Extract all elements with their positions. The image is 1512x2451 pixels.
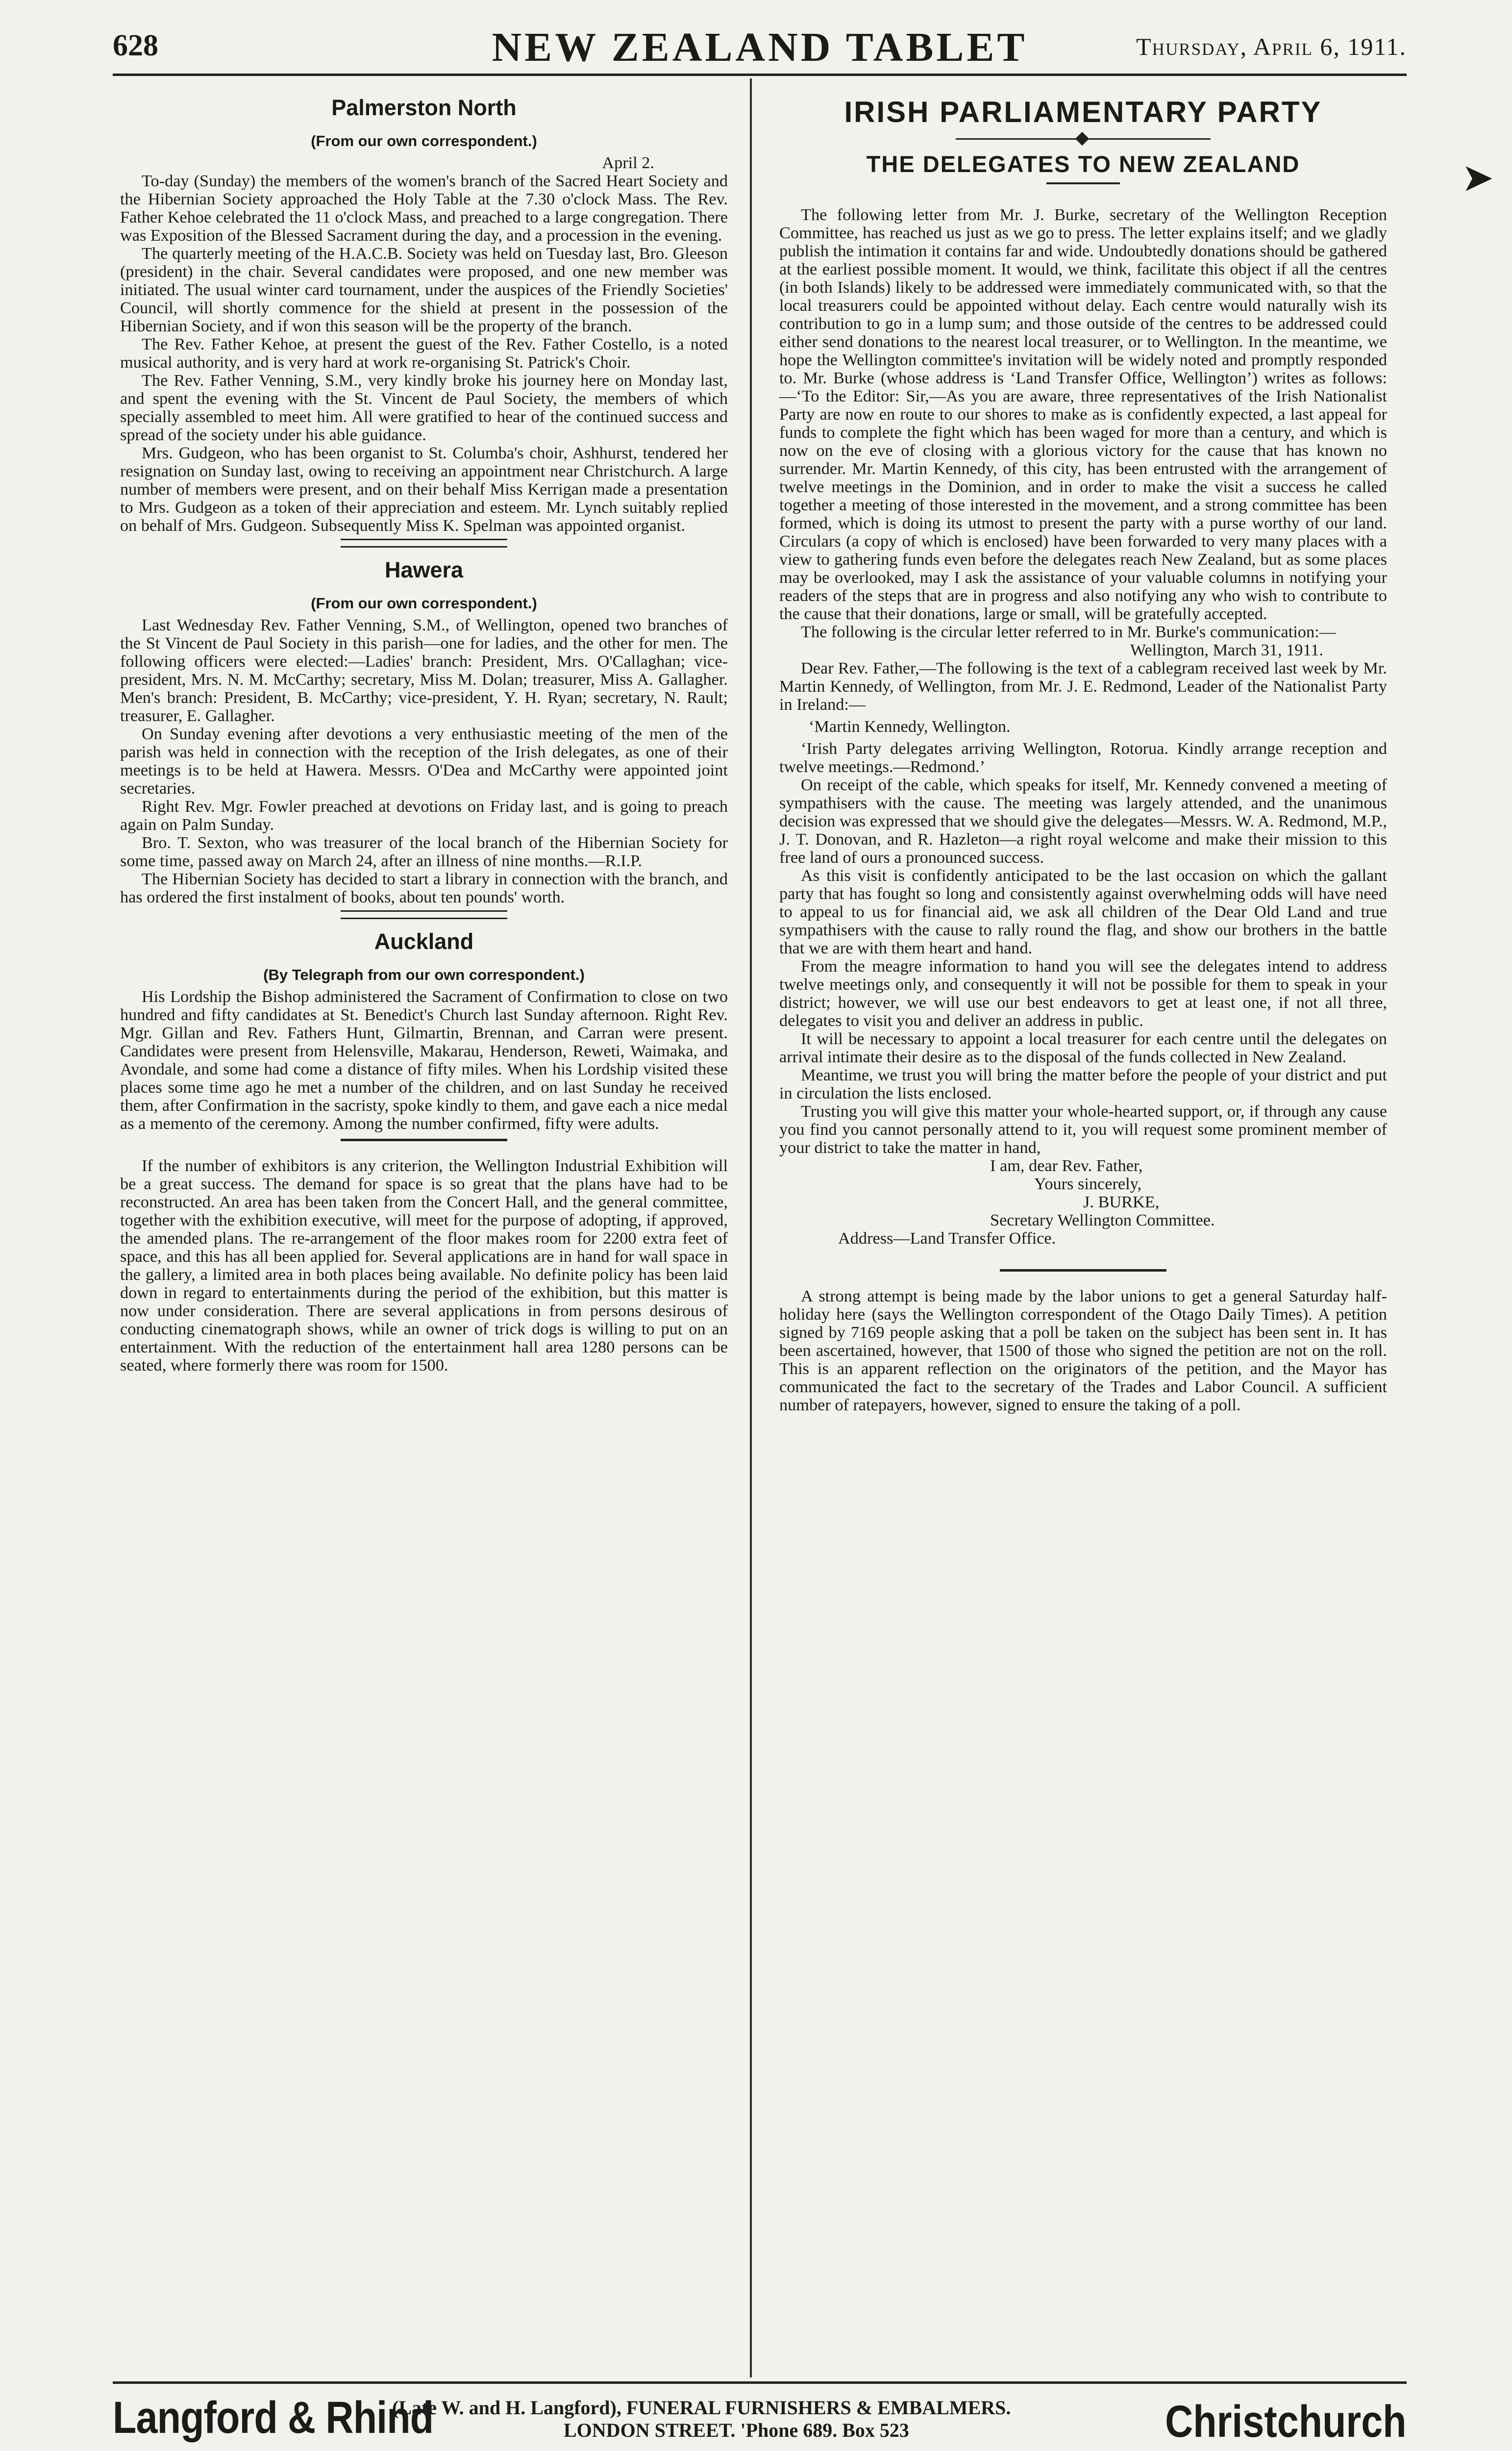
paragraph: The Rev. Father Venning, S.M., very kindly broke his journey here on Monday last, and spent the evening with the St. Vincent de Paul Society, the members of which specially assembled to meet him. All were gratified to hear of the continued success and spread of the society under his able guidance. bbox=[120, 371, 728, 444]
paragraph: His Lordship the Bishop administered the Sacrament of Confirmation to close on two hundred and fifty candidates at St. Benedict's Church last Sunday afternoon. Right Rev. Mgr. Gillan and Rev. Fathers Hunt, Gilmartin, Brennan, and Carran were present. Candidates were present from Helensville, Makarau, Henderson, Reweti, Waimaka, and Avondale, and some had come a distance of fifty miles. When his Lordship visited these places some time ago he met a number of the children, and on last Sunday he received them, after Confirmation in the sacristy, spoke kindly to them, and gave each a nice medal as a memento of the ceremony. Among the number confirmed, fifty were adults. bbox=[120, 987, 728, 1133]
diamond-ornament bbox=[1075, 132, 1089, 146]
masthead-rule bbox=[113, 74, 1407, 76]
paragraph: The quarterly meeting of the H.A.C.B. Society was held on Tuesday last, Bro. Gleeson (president) in the chair. Several candidates were proposed, and one new member was initiated. The usual winter card tournament, under the auspices of the Friendly Societies' Council, will shortly commence for the shield at present in the possession of the Hibernian Society, and if won this season will be the property of the branch. bbox=[120, 244, 728, 335]
ad-line: (Late W. and H. Langford), FUNERAL FURNISHERS & EMBALMERS. bbox=[392, 2397, 1011, 2419]
section-separator bbox=[1000, 1269, 1166, 1272]
paragraph: A strong attempt is being made by the labor unions to get a general Saturday half-holiday here (says the Wellington correspondent of the Otago Daily Times). A petition signed by 7169 people asking that a poll be taken on the subject has been sent in. It has been ascertained, however, that 1500 of those who signed the petition are not on the roll. This is an apparent reflection on the originators of the petition, and the Mayor has communicated the fact to the secretary of the Trades and Labor Council. A sufficient number of ratepayers, however, signed to ensure the taking of a poll. bbox=[779, 1287, 1387, 1414]
paragraph: The Rev. Father Kehoe, at present the guest of the Rev. Father Costello, is a noted musical authority, and is very hard at work re-organising St. Patrick's Choir. bbox=[120, 335, 728, 372]
ad-firm-name: Langford & Rhind bbox=[113, 2393, 434, 2443]
page-number: 628 bbox=[113, 29, 158, 62]
article-heading: Auckland bbox=[374, 929, 474, 954]
margin-mark: ➤ bbox=[1463, 158, 1493, 198]
paragraph: As this visit is confidently anticipated to be the last occasion on which the gallant party that has fought so long and consistently against overwhelming odds will have need to appeal to us for financial aid, we ask all children of the Dear Old Land and true sympathisers with the cause to rally round the flag, and show our brothers in the battle that we are with them heart and hand. bbox=[779, 866, 1387, 957]
address-line: Address—Land Transfer Office. bbox=[838, 1229, 1056, 1248]
irish-party-article bbox=[779, 95, 1387, 1248]
article-subheading: THE DELEGATES TO NEW ZEALAND bbox=[866, 151, 1300, 177]
ad-rule bbox=[113, 2381, 1407, 2384]
signoff-line: I am, dear Rev. Father, bbox=[990, 1156, 1143, 1175]
signature-name: J. BURKE, bbox=[1083, 1193, 1160, 1211]
paragraph: Last Wednesday Rev. Father Venning, S.M., of Wellington, opened two branches of the St Vincent de Paul Society in this parish—one for ladies, and the other for men. The following officers were elected:—Ladies' branch: President, Mrs. O'Callaghan; vice-president, Mrs. N. M. McCarthy; secretary, Miss M. Dolan; treasurer, Miss A. Gallagher. Men's branch: President, B. McCarthy; vice-president, Y. H. Ryan; secretary, N. Rault; treasurer, E. Gallagher. bbox=[120, 616, 728, 725]
cable-address: ‘Martin Kennedy, Wellington. bbox=[809, 717, 1011, 736]
paragraph: From the meagre information to hand you will see the delegates intend to address twelve meetings only, and consequently it will not be possible for them to speak in your district; however, we will use our best endeavors to get at least one, if not all three, delegates to visit you and deliver an address in public. bbox=[779, 957, 1387, 1030]
auckland-article bbox=[120, 929, 728, 1133]
paragraph: On receipt of the cable, which speaks for itself, Mr. Kennedy convened a meeting of sympathisers with the cause. The meeting was largely attended, and the unanimous decision was expressed that we should give the delegates—Messrs. W. A. Redmond, M.P., J. T. Donovan, and R. Hazleton—a right royal welcome and make their mission to this free land of ours a pronounced success. bbox=[779, 775, 1387, 867]
signoff-line: Yours sincerely, bbox=[1034, 1175, 1142, 1193]
hawera-article bbox=[120, 557, 728, 906]
article-heading: Palmerston North bbox=[331, 95, 517, 120]
signature-title: Secretary Wellington Committee. bbox=[990, 1211, 1215, 1229]
ad-city: Christchurch bbox=[1165, 2397, 1407, 2447]
paragraph: The following is the circular letter referred to in Mr. Burke's communication:— bbox=[801, 623, 1336, 641]
paragraph: It will be necessary to appoint a local treasurer for each centre until the delegates on arrival intimate their desire as to the disposal of the funds collected in New Zealand. bbox=[779, 1029, 1387, 1066]
ad-line: LONDON STREET. 'Phone 689. Box 523 bbox=[564, 2419, 909, 2441]
advertisement bbox=[113, 2392, 1407, 2451]
paragraph: Meantime, we trust you will bring the matter before the people of your district and put in circulation the lists enclosed. bbox=[779, 1066, 1387, 1102]
correspondent-line: (From our own correspondent.) bbox=[311, 595, 537, 612]
dateline: April 2. bbox=[602, 153, 654, 172]
cable-text: ‘Irish Party delegates arriving Wellington, Rotorua. Kindly arrange reception and twelve meetings.—Redmond.’ bbox=[779, 739, 1387, 776]
paragraph: The Hibernian Society has decided to start a library in connection with the branch, and has ordered the first instalment of books, about ten pounds' worth. bbox=[120, 870, 728, 906]
labor-article bbox=[779, 1287, 1387, 1414]
newspaper-title: NEW ZEALAND TABLET bbox=[492, 25, 1028, 70]
exhibition-article bbox=[120, 1157, 728, 1375]
issue-date: Thursday, April 6, 1911. bbox=[1136, 33, 1407, 60]
paragraph: Mrs. Gudgeon, who has been organist to St. Columba's choir, Ashhurst, tendered her resignation on Sunday last, owing to receiving an appointment near Christchurch. A large number of members were present, and on their behalf Miss Kerrigan made a presentation to Mrs. Gudgeon as a token of their appreciation and esteem. Mr. Lynch suitably replied on behalf of Mrs. Gudgeon. Subsequently Miss K. Spelman was appointed organist. bbox=[120, 444, 728, 535]
correspondent-line: (By Telegraph from our own correspondent.) bbox=[263, 966, 585, 983]
correspondent-line: (From our own correspondent.) bbox=[311, 132, 537, 150]
letter-date: Wellington, March 31, 1911. bbox=[1130, 641, 1323, 659]
paragraph: To-day (Sunday) the members of the women's branch of the Sacred Heart Society and the Hibernian Society approached the Holy Table at the 7.30 o'clock Mass. The Rev. Father Kehoe celebrated the 11 o'clock Mass, and preached to a large congregation. There was Exposition of the Blessed Sacrament during the day, and a procession in the evening. bbox=[120, 172, 728, 245]
diamond-rule bbox=[956, 134, 1211, 144]
column-divider bbox=[750, 78, 752, 2377]
paragraph: Right Rev. Mgr. Fowler preached at devotions on Friday last, and is going to preach again on Palm Sunday. bbox=[120, 797, 728, 834]
section-separator bbox=[341, 539, 507, 548]
right-column bbox=[779, 93, 1387, 1414]
paragraph: Dear Rev. Father,—The following is the text of a cablegram received last week by Mr. Martin Kennedy, of Wellington, from Mr. J. E. Redmond, Leader of the Nationalist Party in Ireland:— bbox=[779, 659, 1387, 714]
paragraph: On Sunday evening after devotions a very enthusiastic meeting of the men of the parish was held in connection with the reception of the Irish delegates, as one of their meetings is to be held at Hawera. Messrs. O'Dea and McCarthy were appointed joint secretaries. bbox=[120, 725, 728, 798]
left-column bbox=[120, 93, 728, 1375]
section-separator bbox=[341, 910, 507, 919]
paragraph: The following letter from Mr. J. Burke, secretary of the Wellington Reception Committee, has reached us just as we go to press. The letter explains itself; and we gladly publish the intimation it contains far and wide. Undoubtedly donations should be gathered at the earliest possible moment. It would, we think, facilitate this object if all the centres (in both Islands) likely to be addressed were immediately communicated with, so that the local treasurers could be appointed without delay. Each centre would naturally wish its contribution to go in a lump sum; and those outside of the centres to be addressed could either send donations to the nearest local treasurer, or to Wellington. In the meantime, we hope the Wellington committee's invitation will be widely noted and promptly responded to. Mr. Burke (whose address is ‘Land Transfer Office, Wellington’) writes as follows:—‘To the Editor: Sir,—As you are aware, three representatives of the Irish Nationalist Party are now en route to our shores to make as is confidently expected, a last appeal for funds to complete the fight which has been waged for more than a century, and which is now on the eve of closing with a glorious victory for the cause that has known no surrender. Mr. Martin Kennedy, of this city, has been entrusted with the arrangement of twelve meetings in the Dominion, and in order to make the visit a success he called together a meeting of those interested in the movement, and a strong committee has been formed, which is doing its utmost to present the party with a purse worthy of our land. Circulars (a copy of which is enclosed) have been forwarded to very many places with a view to gathering funds even before the delegates reach New Zealand, but as some places may be overlooked, may I ask the assistance of your valuable columns in notifying your readers of the steps that are in progress and also notifying any who wish to contribute to the cause that their donations, large or small, will be gratefully accepted. bbox=[779, 205, 1387, 623]
heading-underline bbox=[1046, 182, 1120, 184]
paragraph: Bro. T. Sexton, who was treasurer of the local branch of the Hibernian Society for some time, passed away on March 24, after an illness of nine months.—R.I.P. bbox=[120, 833, 728, 870]
article-main-heading: IRISH PARLIAMENTARY PARTY bbox=[844, 96, 1322, 128]
masthead bbox=[113, 20, 1407, 74]
paragraph: If the number of exhibitors is any criterion, the Wellington Industrial Exhibition will be a great success. The demand for space is so great that the plans have had to be reconstructed. An area has been taken from the Concert Hall, and the general committee, together with the exhibition executive, will meet for the purpose of adopting, if approved, the amended plans. The re-arrangement of the floor makes room for 2200 extra feet of space, and this has all been applied for. Several applications are in hand for wall space in the gallery, a limited area in both places being available. No definite policy has been laid down in regard to entertainments during the period of the exhibition, but this matter is now under consideration. There are several applications in from persons desirous of conducting cinematograph shows, while an owner of trick dogs is willing to put on an entertainment. With the reduction of the entertainment hall area 1280 persons can be seated, where formerly there was room for 1500. bbox=[120, 1156, 728, 1375]
palmerston-north-article bbox=[120, 95, 728, 535]
paragraph: Trusting you will give this matter your whole-hearted support, or, if through any cause you find you cannot personally attend to it, you will request some prominent member of your district to take the matter in hand, bbox=[779, 1102, 1387, 1157]
article-heading: Hawera bbox=[384, 557, 464, 582]
section-separator bbox=[341, 1139, 507, 1141]
